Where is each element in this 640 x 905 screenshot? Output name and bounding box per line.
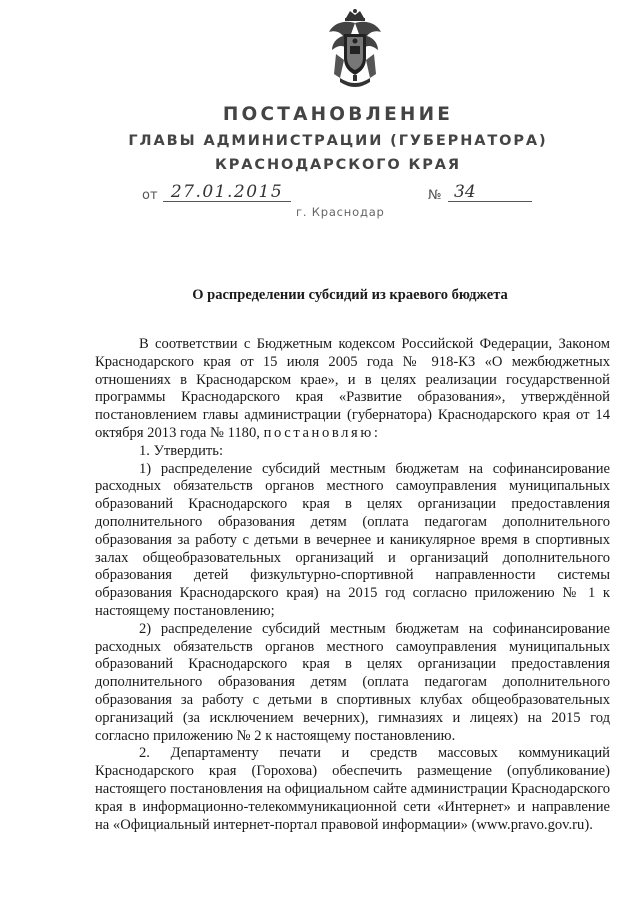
issuer-heading: ГЛАВЫ АДМИНИСТРАЦИИ (ГУБЕРНАТОРА) xyxy=(128,133,548,149)
coat-of-arms-emblem xyxy=(326,8,384,90)
document-title: О распределении субсидий из краевого бюджета xyxy=(192,287,508,303)
region-heading: КРАСНОДАРСКОГО КРАЯ xyxy=(215,157,461,173)
number-label: № xyxy=(428,188,442,203)
preamble-text: В соответствии с Бюджетным кодексом Российской Федерации, Законом Краснодарского края от 15 июля 2005 года № 918-КЗ «О межбюджетных отношениях в Краснодарском крае», и в целях реализации государственной программы Краснодарского края «Развитие образования», утверждённой постановлением главы администрации (губернатора) Краснодарского края от 14 октября 2013 года № 1180, xyxy=(95,336,610,441)
paragraph-approve: 1. Утвердить: xyxy=(139,442,224,459)
document-body xyxy=(95,336,610,834)
city-label: г. Краснодар xyxy=(296,205,385,219)
paragraph-item-2: 2) распределение субсидий местным бюджетам на софинансирование расходных обязательств органов местного самоуправления муниципальных образований Краснодарского края в целях организации предоставления дополнительного образования детям (оплата педагогам дополнительного образования за работу с детьми в спортивных клубах общеобразовательных организаций (за исключением вечерних), гимназиях и лицеях) на 2015 год согласно приложению № 2 к настоящему постановлению. xyxy=(95,620,610,744)
number-value: 34 xyxy=(448,183,532,202)
paragraph-item-1: 1) распределение субсидий местным бюджетам на софинансирование расходных обязательств органов местного самоуправления муниципальных образований Краснодарского края в целях организации предоставления дополнительного образования детям (оплата педагогам дополнительного образования за работу с детьми в вечернее и каникулярное время в спортивных залах общеобразовательных организаций и организаций дополнительного образования детей физкультурно-спортивной направленности системы образования Краснодарского края) на 2015 год согласно приложению № 1 к настоящему постановлению; xyxy=(95,460,610,619)
date-label: от xyxy=(142,188,158,203)
decree-word: постановляю: xyxy=(263,424,381,441)
paragraph-preamble xyxy=(95,336,610,443)
paragraph-publication: 2. Департаменту печати и средств массовых коммуникаций Краснодарского края (Горохова) обеспечить размещение (опубликование) настоящего постановления на официальном сайте администрации Краснодарского края в информационно-телекоммуникационной сети «Интернет» и направление на «Официальный интернет-портал правовой информации» (www.pravo.gov.ru). xyxy=(95,745,610,833)
date-value: 27.01.2015 xyxy=(163,183,291,202)
document-type-heading: ПОСТАНОВЛЕНИЕ xyxy=(222,104,454,125)
